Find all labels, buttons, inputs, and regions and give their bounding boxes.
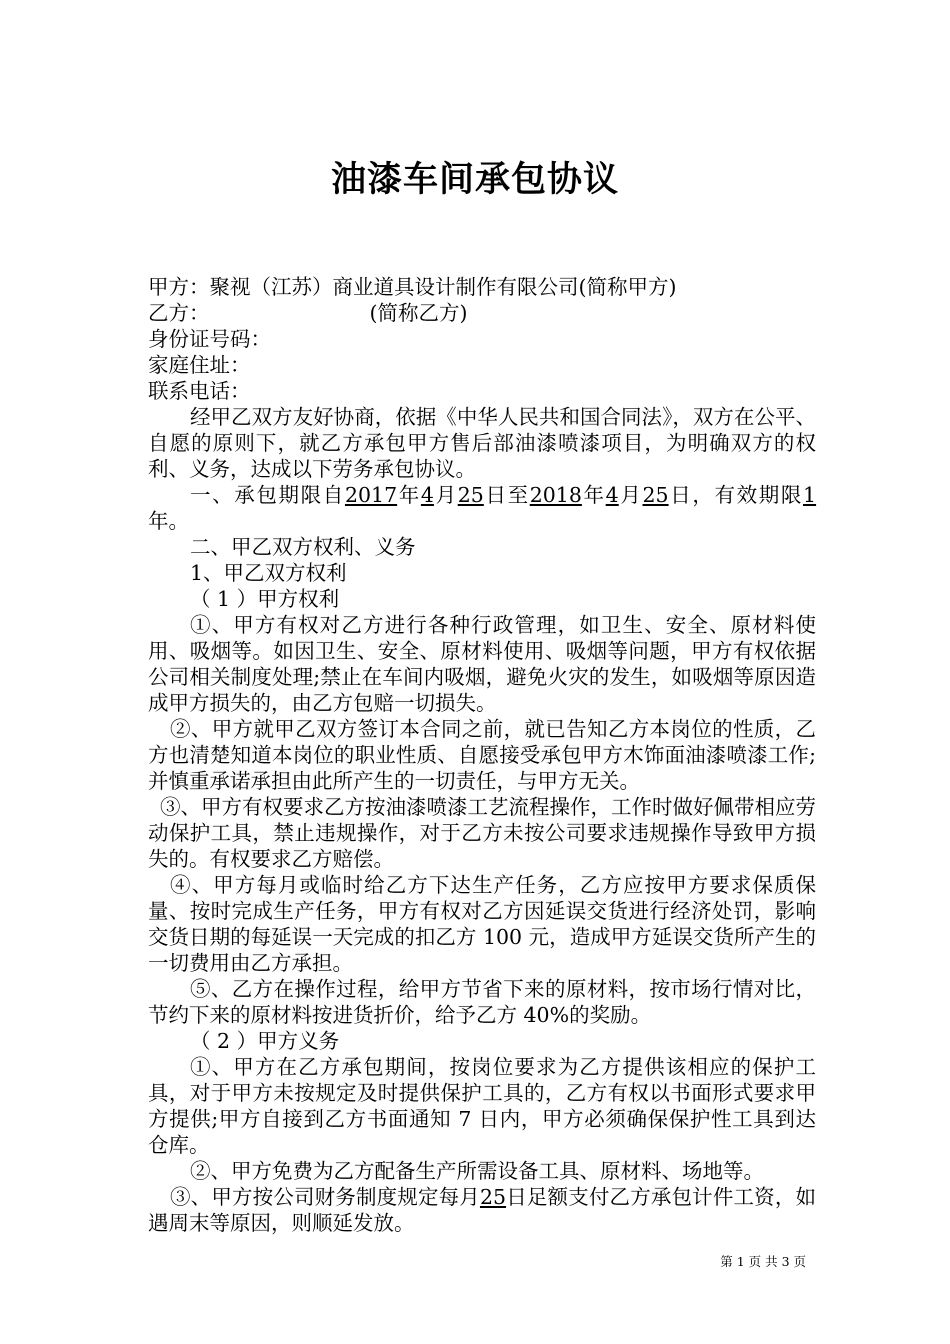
intro-paragraph: 经甲乙双方友好协商，依据《中华人民共和国合同法》，双方在公平、自愿的原则下，就乙方承包甲方售后部油漆喷漆项目，为明确双方的权利、义务，达成以下劳务承包协议。	[148, 405, 816, 481]
section-2-1-heading: 1、甲乙双方权利	[190, 561, 347, 585]
end-month: 4	[605, 483, 619, 507]
section-2-heading: 二、甲乙双方权利、义务	[190, 535, 416, 559]
right-item: ①、甲方有权对乙方进行各种行政管理，如卫生、安全、原材料使用、吸烟等。如因卫生、安全、原材料使用、吸烟等问题，甲方有权依据公司相关制度处理;禁止在车间内吸烟，避免火灾的发生，如吸烟等原因造成甲方损失的，由乙方包赔一切损失。	[148, 613, 816, 715]
duration-years: 1	[803, 483, 817, 507]
party-a-duties-heading: （ 2 ）甲方义务	[190, 1029, 340, 1053]
payday: 25	[479, 1185, 507, 1209]
duty-item: ②、甲方免费为乙方配备生产所需设备工具、原材料、场地等。	[190, 1159, 764, 1183]
party-a-rights-heading: （ 1 ）甲方权利	[190, 587, 340, 611]
duty-item: ①、甲方在乙方承包期间，按岗位要求为乙方提供该相应的保护工具，对于甲方未按规定及时提供保护工具的，乙方有权以书面形式要求甲方提供;甲方自接到乙方书面通知 7 日内，甲方必须确保保护性工具到达仓库。	[148, 1055, 816, 1157]
end-year: 2018	[529, 483, 582, 507]
id-number-line: 身份证号码：	[148, 327, 271, 351]
right-item: ②、甲方就甲乙双方签订本合同之前，就已告知乙方本岗位的性质，乙方也清楚知道本岗位的职业性质、自愿接受承包甲方木饰面油漆喷漆工作;并慎重承诺承担由此所产生的一切责任，与甲方无关。	[148, 717, 816, 793]
right-item: ③、甲方有权要求乙方按油漆喷漆工艺流程操作，工作时做好佩带相应劳动保护工具，禁止违规操作，对于乙方未按公司要求违规操作导致甲方损失的。有权要求乙方赔偿。	[148, 795, 816, 871]
party-b-suffix: (简称乙方)	[369, 301, 468, 325]
start-day: 25	[457, 483, 484, 507]
start-month: 4	[420, 483, 434, 507]
start-year: 2017	[344, 483, 398, 507]
address-line: 家庭住址：	[148, 353, 251, 377]
document-title: 油漆车间承包协议	[330, 159, 619, 200]
party-a-line: 甲方：聚视（江苏）商业道具设计制作有限公司(简称甲方)	[148, 275, 677, 299]
right-item: ⑤、乙方在操作过程，给甲方节省下来的原材料，按市场行情对比，节约下来的原材料按进货折价，给予乙方 40%的奖励。	[148, 977, 816, 1027]
term-paragraph: 一、承包期限自2017年4月25日至2018年4月25日，有效期限1年。	[148, 483, 817, 533]
right-item: ④、甲方每月或临时给乙方下达生产任务，乙方应按甲方要求保质保量、按时完成生产任务，甲方有权对乙方因延误交货进行经济处罚，影响交货日期的每延误一天完成的扣乙方 100 元，造成甲方延误交货所产生的一切费用由乙方承担。	[148, 873, 816, 975]
phone-line: 联系电话：	[148, 379, 251, 403]
duty-item: ③、甲方按公司财务制度规定每月25日足额支付乙方承包计件工资，如遇周末等原因，则顺延发放。	[148, 1185, 816, 1235]
end-day: 25	[642, 483, 669, 507]
party-b-label: 乙方：	[148, 301, 210, 325]
document-body	[148, 274, 816, 1236]
page-footer: 第 1 页 共 3 页	[720, 1254, 806, 1269]
party-b-line	[148, 300, 816, 326]
